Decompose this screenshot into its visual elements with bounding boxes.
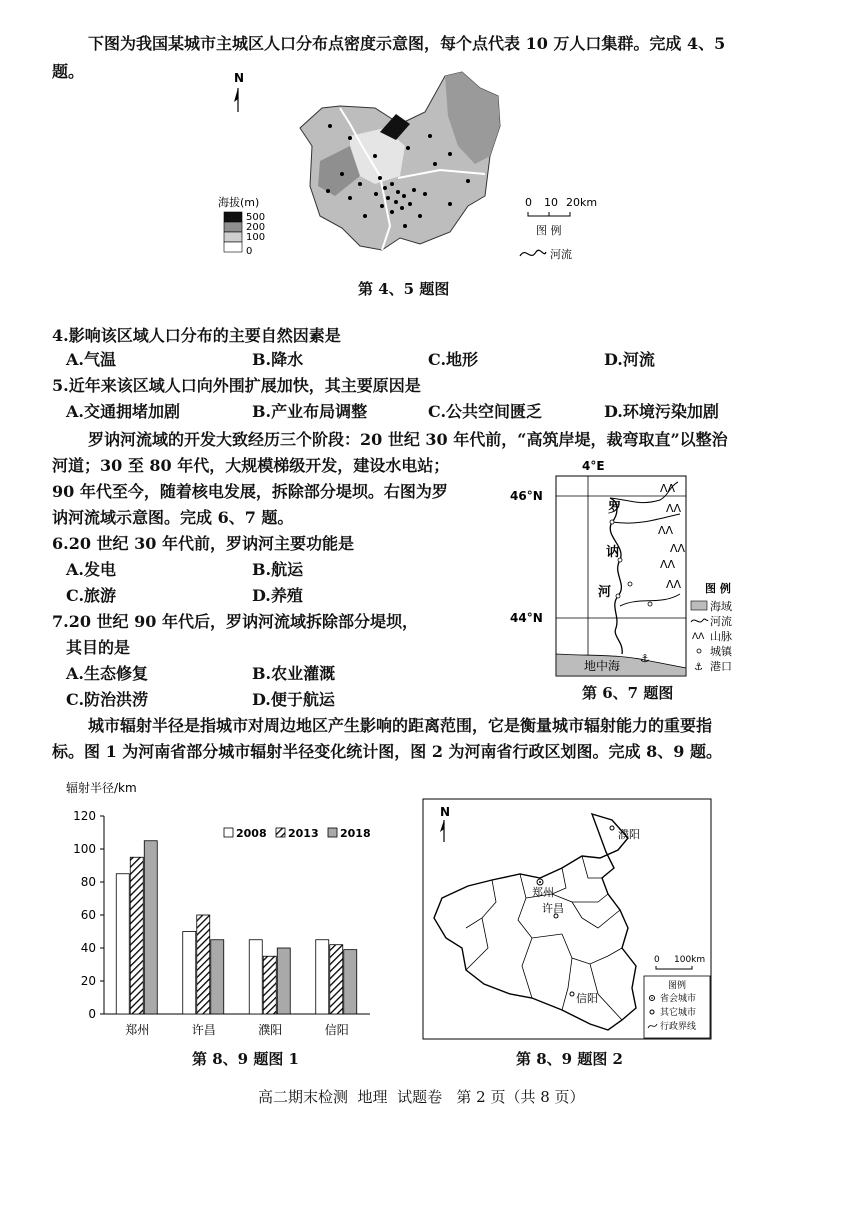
river-legend-label: 河流 (550, 248, 572, 261)
lon-label: 4°E (582, 459, 605, 473)
mountain-legend-icon: ΛΛ (692, 632, 705, 642)
intro-8-9-line2: 标。图 1 为河南省部分城市辐射半径变化统计图，图 2 为河南省行政区划图。完成 8、9 题。 (52, 742, 722, 761)
zhengzhou-marker (539, 881, 541, 883)
bar-2018-0 (144, 841, 157, 1014)
legend-label-2013: 2013 (288, 827, 319, 840)
svg-text:ΛΛ: ΛΛ (660, 558, 676, 571)
q7-option-c: C.防治洪涝 (66, 690, 149, 709)
svg-text:ΛΛ: ΛΛ (666, 502, 682, 515)
elevation-level-0: 0 (246, 246, 253, 257)
elevation-level-100: 100 (246, 232, 266, 243)
river-char-1: 罗 (608, 501, 622, 516)
y-tick-label: 0 (88, 1007, 96, 1021)
city-xuchang: 许昌 (542, 902, 564, 915)
map45-legend-label: 图 例 (536, 224, 562, 237)
legend-capital: 省会城市 (660, 994, 697, 1004)
intro-6-7-line1: 罗讷河流域的开发大致经历三个阶段：20 世纪 30 年代前，“高筑岸堤，裁弯取直”以整治 (88, 430, 728, 449)
city-puyang: 濮阳 (618, 828, 640, 841)
lat-46-label: 46°N (510, 489, 543, 503)
q4-option-a: A.气温 (66, 350, 116, 369)
sea-legend-swatch (691, 601, 707, 610)
elevation-legend-title: 海拔(m) (218, 196, 260, 209)
q6-option-c: C.旅游 (66, 586, 117, 605)
bar-2008-3 (316, 940, 329, 1014)
port-icon: ⚓ (640, 652, 650, 665)
legend-boundary: 行政界线 (660, 1022, 697, 1032)
river-char-3: 河 (598, 585, 612, 600)
bar-2008-1 (183, 932, 196, 1015)
q4-option-c: C.地形 (428, 350, 479, 369)
x-category-label: 许昌 (191, 1023, 216, 1037)
x-category-label: 濮阳 (258, 1023, 283, 1037)
map67-legend-title: 图 例 (705, 582, 731, 595)
legend-sea: 海域 (710, 600, 732, 613)
bar-2013-0 (130, 857, 143, 1014)
city-legend-icon (650, 1010, 654, 1014)
chart-ylabel: 辐射半径/km (66, 781, 137, 795)
map89-north-label: N (440, 805, 451, 819)
q5-stem: 5.近年来该区域人口向外围扩展加快，其主要原因是 (52, 376, 421, 395)
map89-legend-title: 图例 (668, 981, 687, 991)
river-legend-icon (691, 619, 708, 622)
q5-option-c: C.公共空间匮乏 (428, 402, 543, 421)
scale-tick-0: 0 (525, 196, 532, 209)
puyang-marker (610, 826, 614, 830)
svg-text:ΛΛ: ΛΛ (658, 524, 674, 537)
henan-admin-map (422, 798, 712, 1040)
legend-river: 河流 (710, 615, 732, 628)
legend-swatch-2018 (328, 828, 337, 837)
q4-stem: 4.影响该区域人口分布的主要自然因素是 (52, 326, 341, 345)
elevation-level-500: 500 (246, 212, 266, 223)
city-region (300, 72, 500, 250)
intro-6-7-line3: 90 年代至今，随着核电发展，拆除部分堤坝。右图为罗 (52, 482, 448, 501)
lat-44-label: 44°N (510, 611, 543, 625)
bar-2018-3 (344, 950, 357, 1014)
port-legend-icon: ⚓ (694, 662, 703, 673)
bar-2008-0 (116, 874, 129, 1014)
x-category-label: 郑州 (125, 1023, 150, 1037)
y-tick-label: 20 (80, 974, 96, 988)
legend-swatch-2013 (276, 828, 285, 837)
chart-caption: 第 8、9 题图 1 (192, 1050, 299, 1068)
xinyang-marker (570, 992, 574, 996)
legend-other-city: 其它城市 (660, 1008, 697, 1018)
bar-2008-2 (249, 940, 262, 1014)
city-xinyang: 信阳 (576, 992, 598, 1005)
intro-4-5-line1: 下图为我国某城市主城区人口分布点密度示意图，每个点代表 10 万人口集群。完成 4、5 (88, 34, 726, 53)
legend-town: 城镇 (710, 645, 732, 658)
q4-option-d: D.河流 (604, 350, 655, 369)
map67-caption: 第 6、7 题图 (582, 684, 674, 702)
river-char-2: 讷 (606, 545, 620, 560)
q6-stem: 6.20 世纪 30 年代前，罗讷河主要功能是 (52, 534, 354, 553)
q7-option-a: A.生态修复 (66, 664, 148, 683)
svg-text:ΛΛ: ΛΛ (660, 482, 676, 495)
north-label: N (234, 71, 245, 85)
city-zhengzhou: 郑州 (532, 886, 554, 899)
y-tick-label: 120 (73, 809, 96, 823)
rhone-basin-map (500, 456, 760, 684)
elevation-level-200: 200 (246, 222, 266, 233)
bar-2013-1 (197, 915, 210, 1014)
sea-label: 地中海 (584, 659, 621, 673)
legend-label-2008: 2008 (236, 827, 267, 840)
legend-swatch-2008 (224, 828, 233, 837)
town-legend-icon (697, 649, 701, 653)
map89-caption: 第 8、9 题图 2 (516, 1050, 623, 1068)
bar-2018-2 (277, 948, 290, 1014)
bar-2013-3 (330, 945, 343, 1014)
q6-option-d: D.养殖 (252, 586, 303, 605)
scale-tick-10: 10 (544, 196, 558, 209)
intro-6-7-line4: 讷河流域示意图。完成 6、7 题。 (52, 508, 294, 527)
intro-6-7-line2: 河道；30 至 80 年代，大规模梯级开发，建设水电站； (52, 456, 450, 475)
elevation-legend (218, 195, 265, 257)
page-footer: 高二期末检测 地理 试题卷 第 2 页（共 8 页） (258, 1088, 585, 1106)
q5-option-d: D.环境污染加剧 (604, 402, 719, 421)
q5-option-b: B.产业布局调整 (252, 402, 368, 421)
intro-8-9-line1: 城市辐射半径是指城市对周边地区产生影响的距离范围，它是衡量城市辐射能力的重要指 (88, 716, 713, 735)
bar-2018-1 (211, 940, 224, 1014)
y-tick-label: 40 (80, 941, 96, 955)
q6-option-b: B.航运 (252, 560, 304, 579)
radius-bar-chart (60, 774, 390, 1044)
y-tick-label: 80 (80, 875, 96, 889)
map89-scale-100: 100km (674, 955, 706, 965)
legend-mountain: 山脉 (710, 630, 732, 643)
intro-4-5-line2: 题。 (52, 62, 85, 81)
bar-2013-2 (263, 956, 276, 1014)
x-category-label: 信阳 (324, 1023, 349, 1037)
scale-bar (520, 196, 597, 261)
q7-stem-line1: 7.20 世纪 90 年代后，罗讷河流域拆除部分堤坝， (52, 612, 418, 631)
river-symbol-icon (520, 250, 546, 256)
legend-port: 港口 (710, 660, 732, 673)
q7-option-b: B.农业灌溉 (252, 664, 336, 683)
map89-scale-0: 0 (654, 955, 660, 965)
scale-tick-20: 20km (566, 196, 598, 209)
legend-label-2018: 2018 (340, 827, 371, 840)
y-tick-label: 60 (80, 908, 96, 922)
q4-option-b: B.降水 (252, 350, 304, 369)
svg-text:ΛΛ: ΛΛ (666, 578, 682, 591)
map45-caption: 第 4、5 题图 (358, 280, 450, 298)
q5-option-a: A.交通拥堵加剧 (66, 402, 180, 421)
y-tick-label: 100 (73, 842, 96, 856)
q6-option-a: A.发电 (66, 560, 116, 579)
north-arrow (234, 71, 244, 112)
q7-option-d: D.便于航运 (252, 690, 335, 709)
q7-stem-line2: 其目的是 (66, 638, 131, 657)
svg-text:ΛΛ: ΛΛ (670, 542, 686, 555)
population-density-map (200, 66, 620, 276)
